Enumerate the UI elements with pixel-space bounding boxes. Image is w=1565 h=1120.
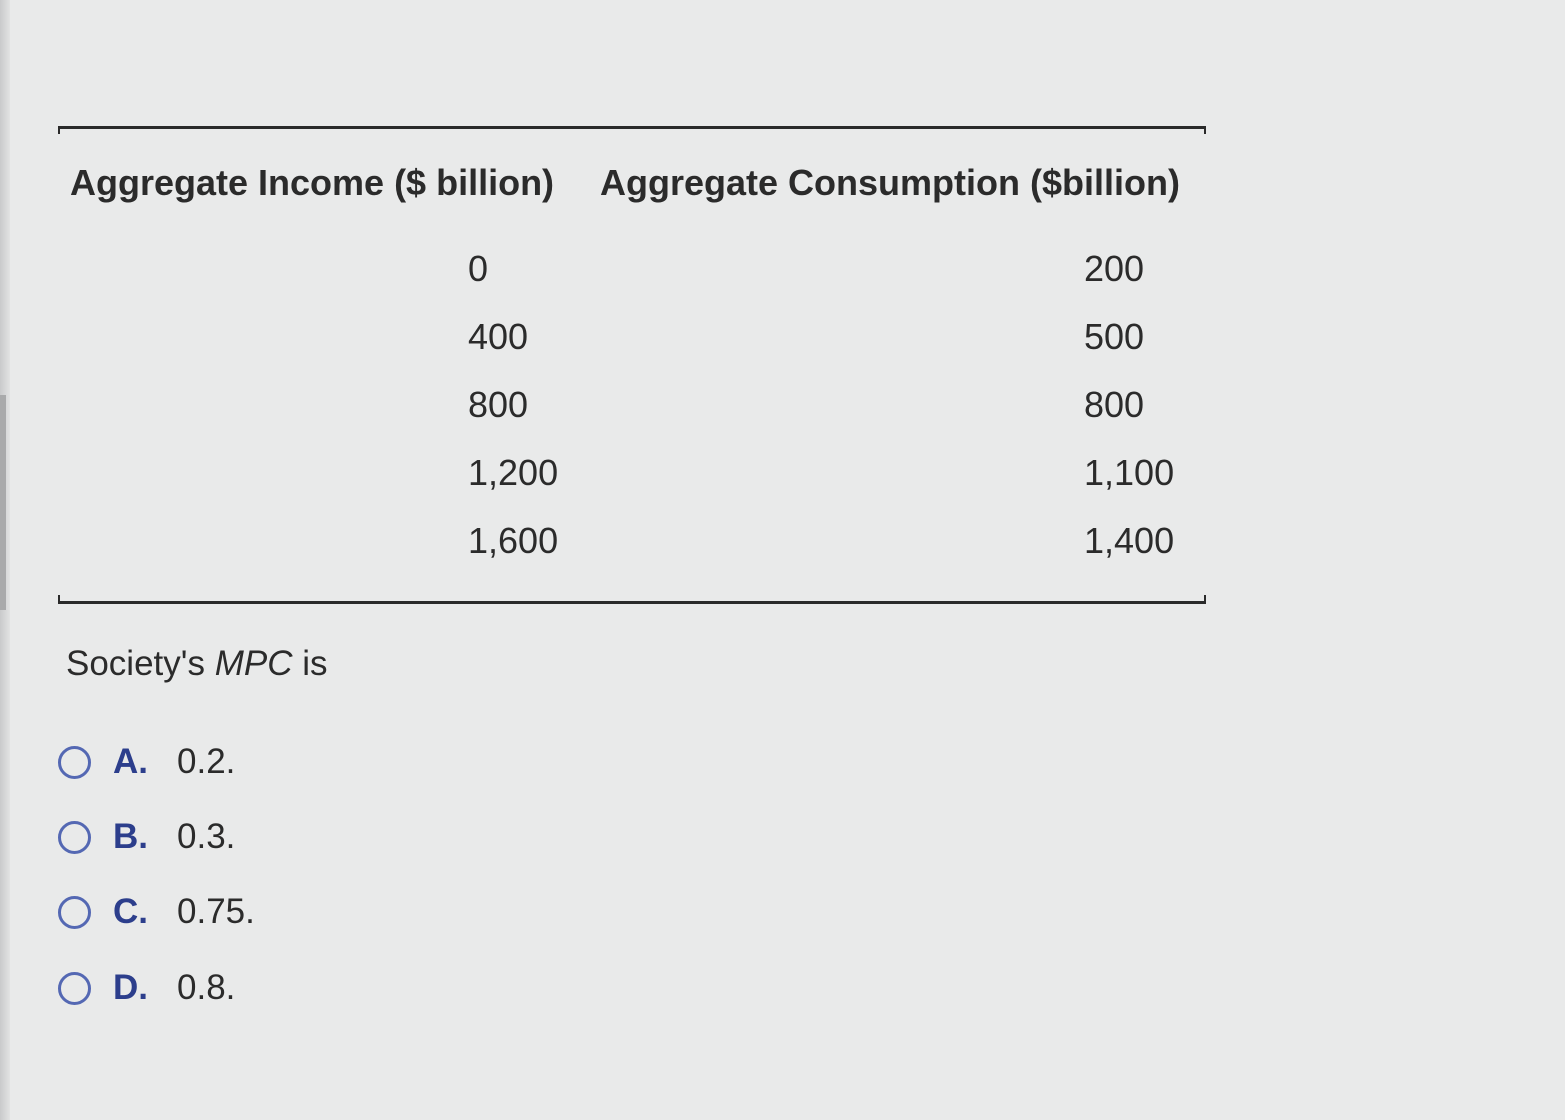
option-letter: A. <box>113 742 148 781</box>
page-edge-shadow <box>0 395 6 610</box>
radio-button-icon[interactable] <box>58 896 91 929</box>
consumption-cell: 500 <box>1084 316 1145 357</box>
radio-button-icon[interactable] <box>58 821 91 854</box>
question-suffix: is <box>292 644 328 683</box>
radio-button-icon[interactable] <box>58 972 91 1005</box>
answer-option-c[interactable] <box>58 890 255 934</box>
consumption-cell: 200 <box>1084 248 1145 289</box>
column-header-consumption: Aggregate Consumption ($billion) <box>600 162 1180 203</box>
column-header-income: Aggregate Income ($ billion) <box>70 162 555 203</box>
option-letter: C. <box>113 892 148 931</box>
income-cell: 1,200 <box>468 452 559 493</box>
consumption-cell: 1,400 <box>1084 520 1175 561</box>
page-edge <box>0 0 10 1120</box>
income-cell: 400 <box>468 316 529 357</box>
question-prefix: Society's <box>66 644 215 683</box>
answer-option-b[interactable] <box>58 815 235 859</box>
income-cell: 0 <box>468 248 489 289</box>
income-cell: 800 <box>468 384 529 425</box>
income-consumption-table <box>58 126 1206 604</box>
radio-button-icon[interactable] <box>58 746 91 779</box>
table-top-right-tick <box>1204 126 1206 134</box>
option-text: 0.8. <box>177 968 236 1007</box>
table-top-left-tick <box>58 126 60 134</box>
table-bottom-right-tick <box>1204 595 1206 603</box>
answer-option-d[interactable] <box>58 966 235 1010</box>
answer-option-a[interactable] <box>58 740 235 784</box>
option-letter: D. <box>113 968 148 1007</box>
option-text: 0.3. <box>177 817 236 856</box>
table-top-rule <box>58 126 1206 129</box>
table-bottom-rule <box>58 601 1206 604</box>
consumption-cell: 800 <box>1084 384 1145 425</box>
consumption-cell: 1,100 <box>1084 452 1175 493</box>
option-letter: B. <box>113 817 148 856</box>
table-bottom-left-tick <box>58 595 60 603</box>
question-text <box>66 644 327 684</box>
option-text: 0.75. <box>177 892 255 931</box>
question-term: MPC <box>214 644 293 683</box>
option-text: 0.2. <box>177 742 236 781</box>
income-cell: 1,600 <box>468 520 559 561</box>
